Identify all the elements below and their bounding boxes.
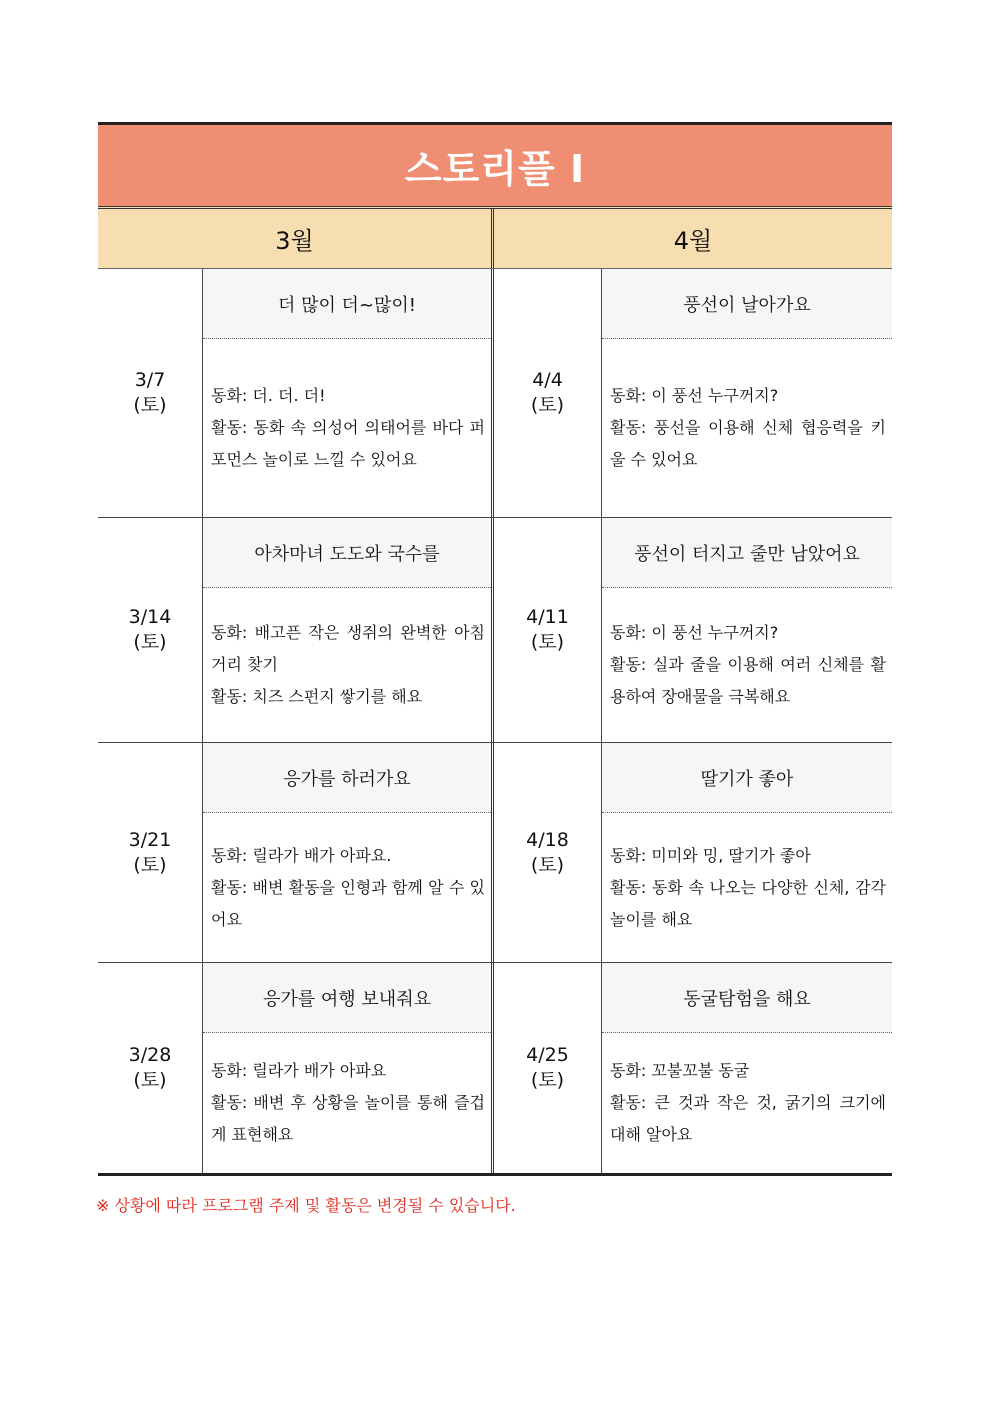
activity-text: 활동: 풍선을 이용해 신체 협응력을 키울 수 있어요 [610,418,886,469]
session-content [203,518,491,742]
month-march: 3월 [98,209,494,268]
story-text: 동화: 이 풍선 누구꺼지? [610,386,779,405]
session-topic: 딸기가 좋아 [602,743,892,813]
session-date [494,743,602,962]
month-header-row [98,206,892,269]
session-content [203,743,491,962]
april-session [494,518,892,742]
march-session [98,518,494,742]
program-table [98,122,892,1176]
day-text: (토) [133,394,167,416]
april-session [494,743,892,962]
story-text: 동화: 미미와 밍, 딸기가 좋아 [610,845,811,865]
session-description [602,588,892,742]
march-session [98,963,494,1173]
activity-text: 활동: 동화 속 나오는 다양한 신체, 감각놀이를 해요 [610,877,886,929]
day-text: (토) [530,853,565,876]
session-date [98,963,203,1173]
session-date [98,743,203,962]
story-text: 동화: 릴라가 배가 아파요. [211,845,392,865]
day-text: (토) [530,631,565,653]
day-text: (토) [530,1069,565,1091]
activity-text: 활동: 치즈 스펀지 쌓기를 해요 [211,687,423,706]
session-content [203,963,491,1173]
session-description [602,1033,892,1173]
date-text: 3/7 [134,369,166,391]
session-date [494,963,602,1173]
day-text: (토) [133,631,167,653]
session-topic: 풍선이 날아가요 [602,269,892,339]
activity-text: 활동: 실과 줄을 이용해 여러 신체를 활용하여 장애물을 극복해요 [610,655,886,706]
story-text: 동화: 배고픈 작은 생쥐의 완벽한 아침거리 찾기 [211,623,485,674]
session-content [602,743,892,962]
session-date [494,518,602,742]
program-title: 스토리플 Ⅰ [404,147,586,191]
april-session [494,269,892,517]
schedule-row [98,963,892,1176]
session-topic: 응가를 여행 보내줘요 [203,963,491,1033]
session-topic: 동굴탐험을 해요 [602,963,892,1033]
session-topic: 응가를 하러가요 [203,743,491,813]
title-bar [98,122,892,206]
activity-text: 활동: 배변 활동을 인형과 함께 알 수 있어요 [211,877,485,929]
date-text: 3/28 [128,1044,172,1066]
date-text: 4/4 [532,369,563,391]
schedule-row [98,743,892,963]
date-text: 4/11 [526,606,569,628]
session-description [203,1033,491,1173]
session-content [602,518,892,742]
session-topic: 아차마녀 도도와 국수를 [203,518,491,588]
date-text: 4/18 [526,828,569,851]
session-content [602,269,892,517]
session-description [203,339,491,517]
schedule-row [98,518,892,743]
session-date [98,518,203,742]
story-text: 동화: 이 풍선 누구꺼지? [610,623,779,642]
april-session [494,963,892,1173]
session-date [98,269,203,517]
march-session [98,269,494,517]
session-topic: 풍선이 터지고 줄만 남았어요 [602,518,892,588]
date-text: 3/21 [128,828,172,851]
day-text: (토) [133,1069,167,1091]
activity-text: 활동: 배변 후 상황을 놀이를 통해 즐겁게 표현해요 [211,1093,485,1144]
session-description [602,339,892,517]
day-text: (토) [133,853,167,876]
month-april: 4월 [673,227,713,255]
story-text: 동화: 꼬불꼬불 동굴 [610,1061,750,1080]
story-text: 동화: 더. 더. 더! [211,386,326,405]
activity-text: 활동: 동화 속 의성어 의태어를 바다 퍼포먼스 놀이로 느낄 수 있어요 [211,418,485,469]
date-text: 4/25 [526,1044,569,1066]
activity-text: 활동: 큰 것과 작은 것, 굵기의 크기에 대해 알아요 [610,1093,886,1144]
session-content [203,269,491,517]
notice-footnote: ※ 상황에 따라 프로그램 주제 및 활동은 변경될 수 있습니다. [96,1196,516,1215]
session-topic: 더 많이 더~많이! [203,269,491,339]
story-text: 동화: 릴라가 배가 아파요 [211,1061,387,1080]
date-text: 3/14 [128,606,172,628]
session-date [494,269,602,517]
session-description [602,813,892,962]
schedule-row [98,269,892,518]
day-text: (토) [530,394,565,416]
session-description [203,813,491,962]
session-content [602,963,892,1173]
session-description [203,588,491,742]
march-session [98,743,494,962]
